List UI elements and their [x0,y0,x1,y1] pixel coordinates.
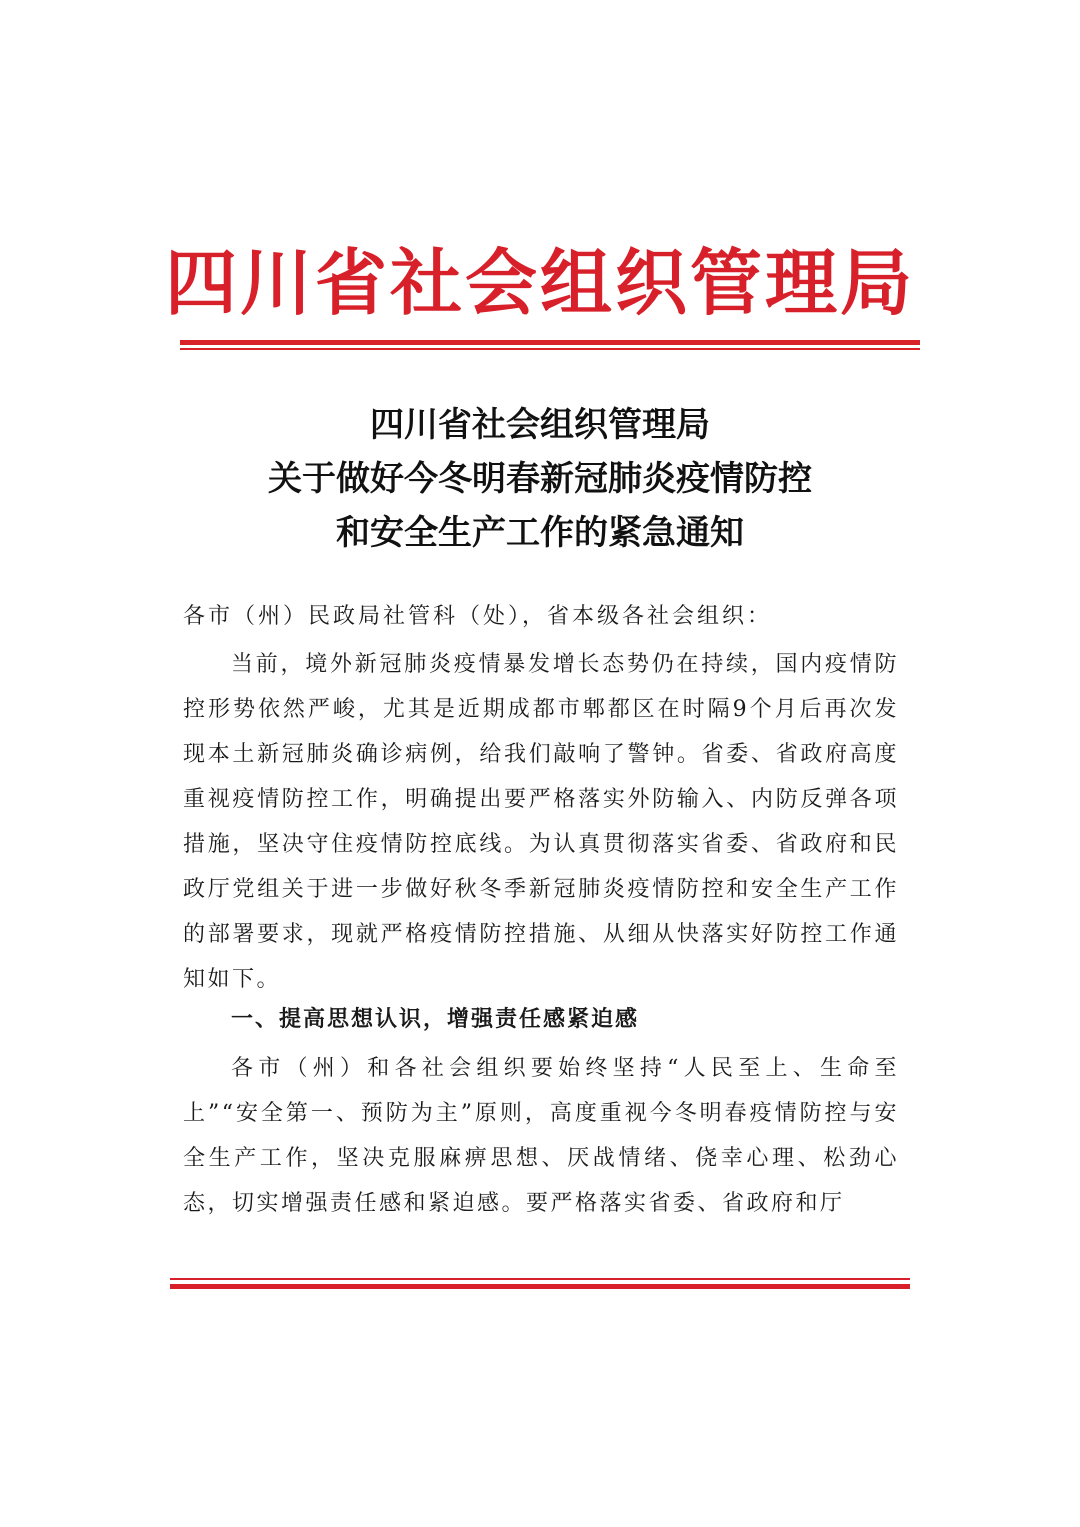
section-1-heading: 一、提高思想认识，增强责任感紧迫感 [231,1007,640,1032]
section-1-paragraph: 各市（州）和各社会组织要始终坚持“人民至上、生命至上”“安全第一、预防为主”原则，高度重视今冬明春疫情防控与安全生产工作，坚决克服麻痹思想、厌战情绪、侥幸心理、松劲心态，切实增强责任感和紧迫感。要严格落实省委、省政府和厅 [183,1056,899,1216]
footer-rule-thin [170,1278,910,1280]
title-line-2: 关于做好今冬明春新冠肺炎疫情防控 [268,459,812,499]
document-title [0,398,1080,560]
title-line-1: 四川省社会组织管理局 [370,405,710,445]
letterhead-rule-thick [180,340,920,345]
body-paragraph-1: 当前，境外新冠肺炎疫情暴发增长态势仍在持续，国内疫情防控形势依然严峻，尤其是近期成都市郫都区在时隔9个月后再次发现本土新冠肺炎确诊病例，给我们敲响了警钟。省委、省政府高度重视疫情防控工作，明确提出要严格落实外防输入、内防反弹各项措施，坚决守住疫情防控底线。为认真贯彻落实省委、省政府和民政厅党组关于进一步做好秋冬季新冠肺炎疫情防控和安全生产工作的部署要求，现就严格疫情防控措施、从细从快落实好防控工作通知如下。 [183,652,899,992]
letterhead-title: 四川省社会组织管理局 [164,241,915,325]
salutation: 各市（州）民政局社管科（处），省本级各社会组织： [183,604,773,629]
title-line-3: 和安全生产工作的紧急通知 [336,513,744,553]
footer-rule-thick [170,1284,910,1289]
letterhead-rule-thin [180,348,920,350]
